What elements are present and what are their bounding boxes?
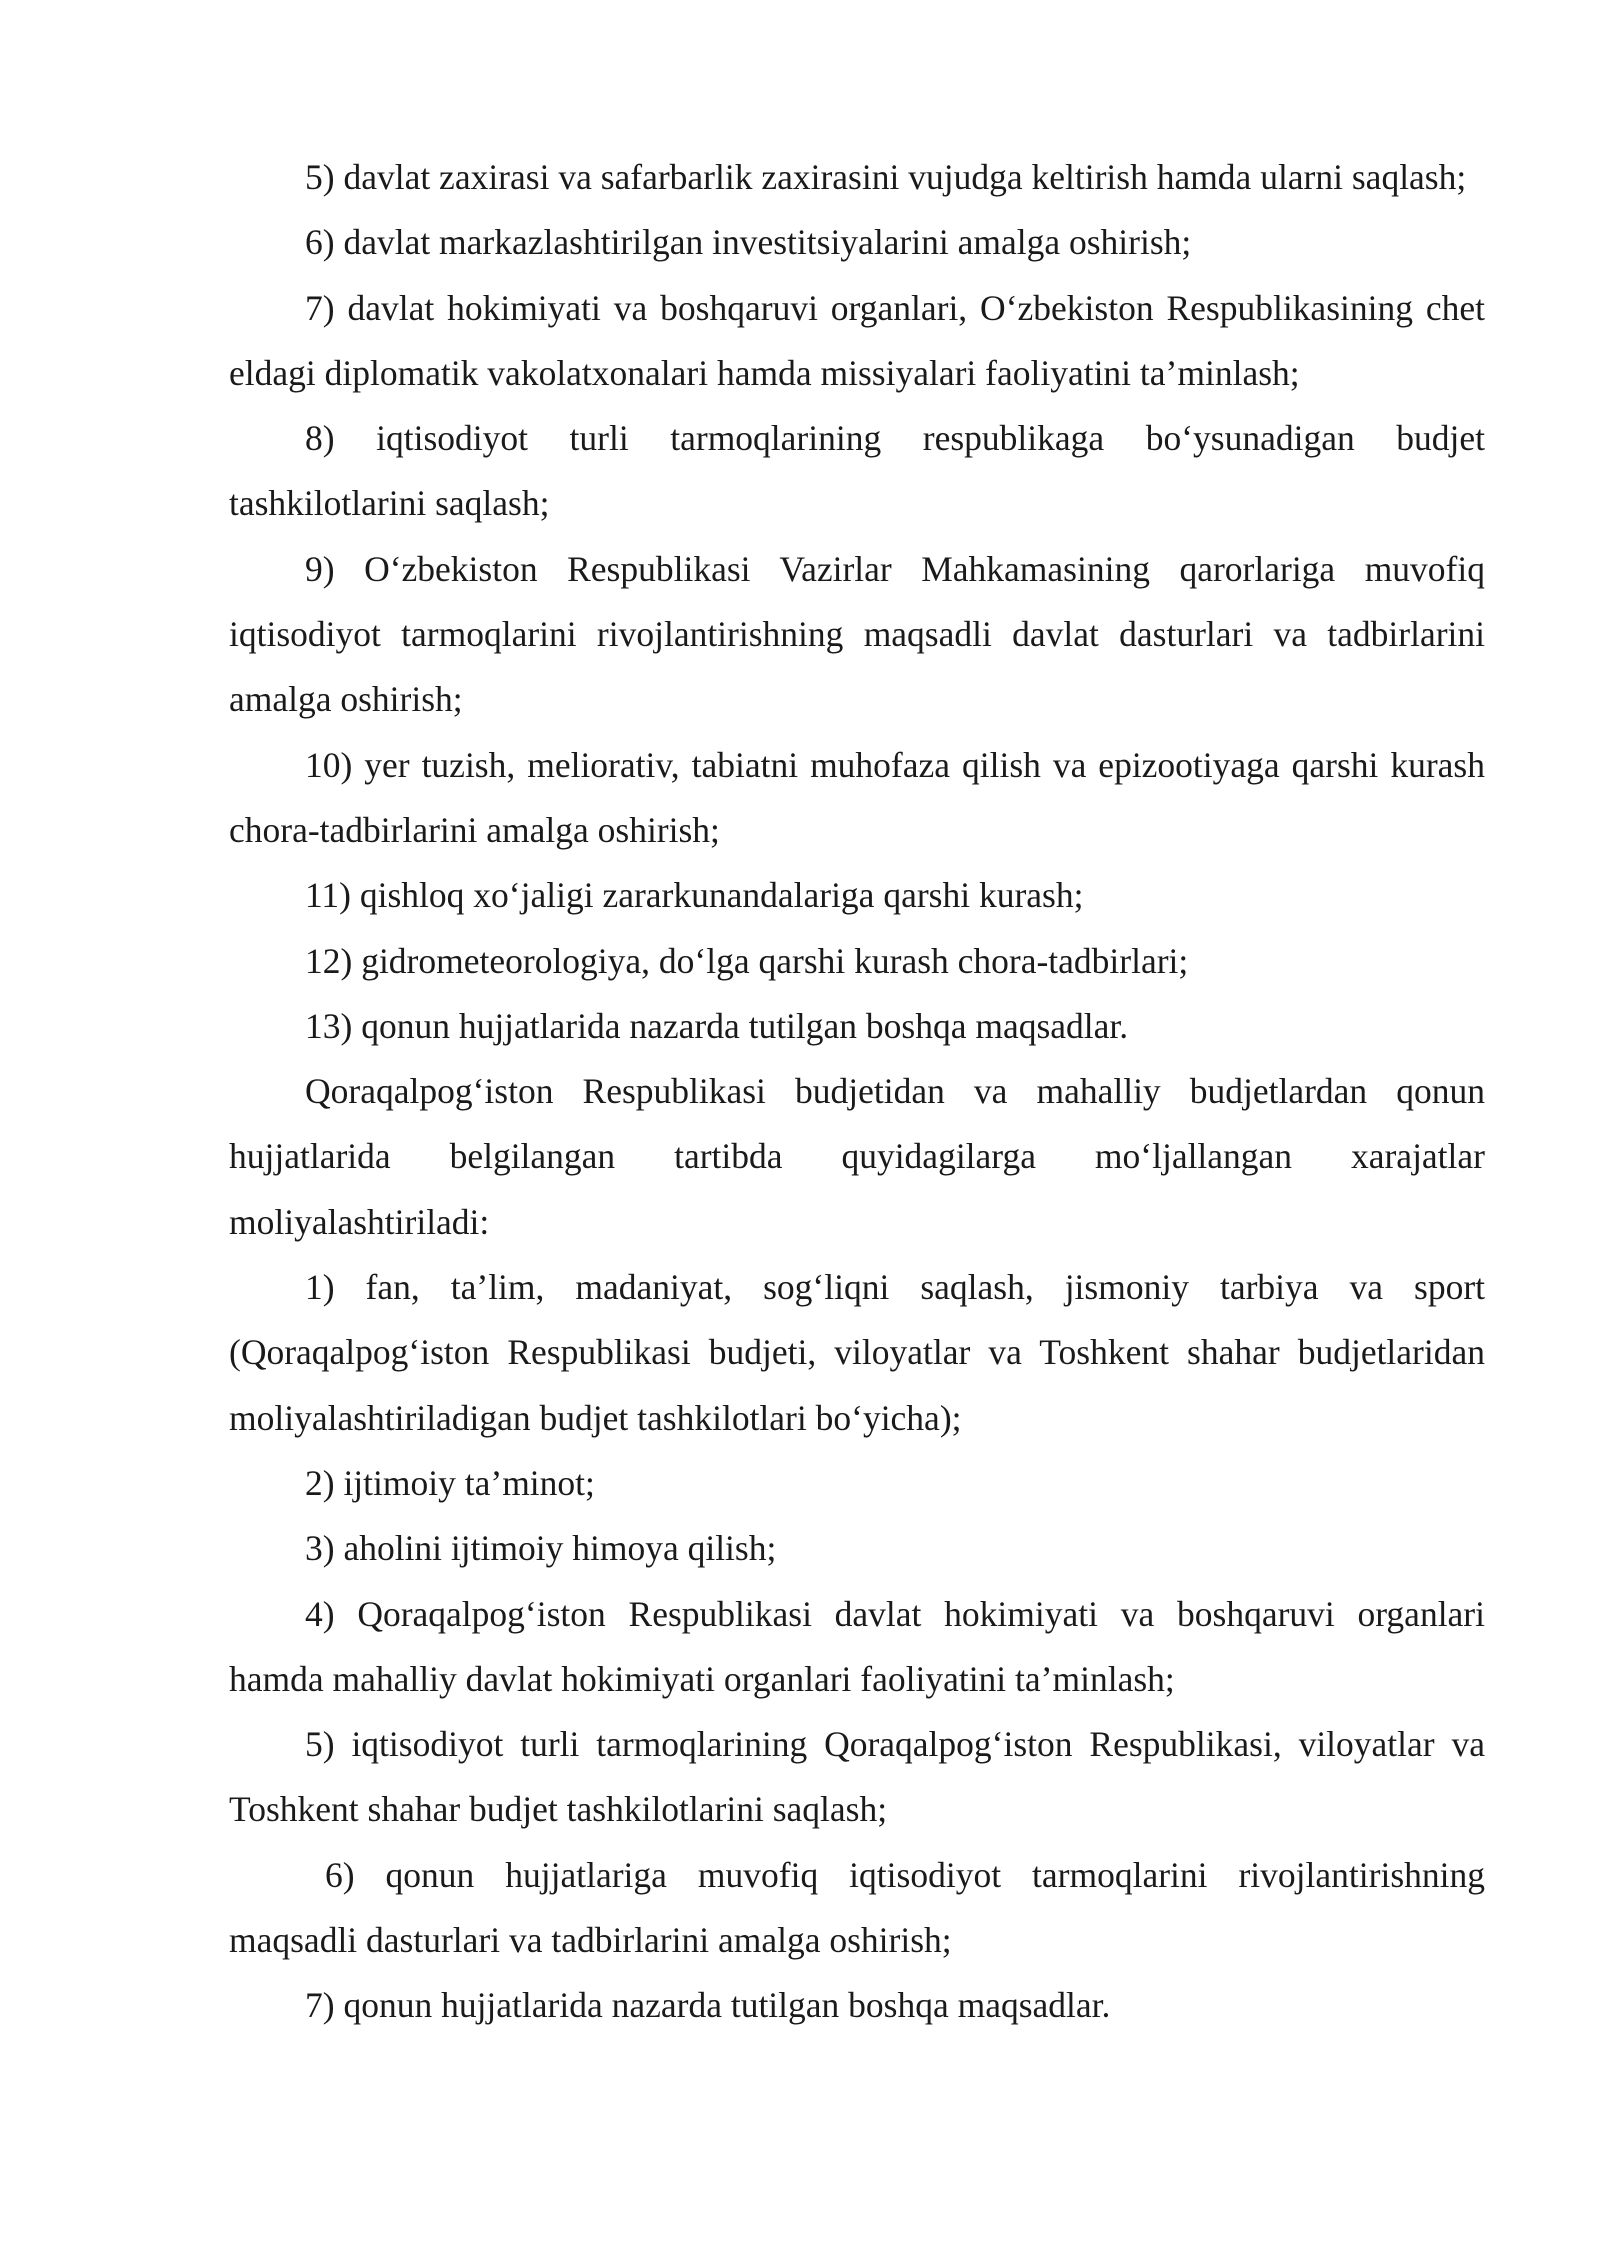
list-item-8-budget-organizations: 8) iqtisodiyot turli tarmoqlarining respublikaga bo‘ysunadigan budjet tashkilotlarini saqlash; — [229, 418, 1485, 524]
list-item-7-state-bodies: 7) davlat hokimiyati va boshqaruvi organlari, O‘zbekiston Respublikasining chet eldagi diplomatik vakolatxonalari hamda missiyalari faoliyatini ta’minlash; — [229, 287, 1485, 393]
list-item-6-development-programs: 6) qonun hujjatlariga muvofiq iqtisodiyot tarmoqlarini rivojlantirishning maqsadli dasturlari va tadbirlarini amalga oshirish; — [229, 1854, 1485, 1961]
list-item-13-other-purposes: 13) qonun hujjatlarida nazarda tutilgan boshqa maqsadlar. — [305, 1005, 1129, 1046]
list-item-10-land-measures: 10) yer tuzish, meliorativ, tabiatni muhofaza qilish va epizootiyaga qarshi kurash chora-tadbirlarini amalga oshirish; — [229, 744, 1485, 850]
list-item-2-social-security: 2) ijtimoiy ta’minot; — [305, 1462, 595, 1503]
list-item-9-state-programs: 9) O‘zbekiston Respublikasi Vazirlar Mahkamasining qarorlariga muvofiq iqtisodiyot tarmoqlarini rivojlantirishning maqsadli davlat dasturlari va tadbirlarini amalga oshirish; — [229, 548, 1485, 720]
list-item-6-investments: 6) davlat markazlashtirilgan investitsiyalarini amalga oshirish; — [305, 222, 1192, 263]
list-item-1-science-education: 1) fan, ta’lim, madaniyat, sog‘liqni saqlash, jismoniy tarbiya va sport (Qoraqalpog‘iston Respublikasi budjeti, viloyatlar va Toshkent shahar budjetlaridan moliyalashtiriladigan budjet tashkilotlari bo‘yicha); — [229, 1267, 1485, 1438]
list-item-12-hydrometeorology: 12) gidrometeorologiya, do‘lga qarshi kurash chora-tadbirlari; — [305, 940, 1189, 981]
list-item-7-other-purposes: 7) qonun hujjatlarida nazarda tutilgan boshqa maqsadlar. — [305, 1985, 1111, 2026]
list-item-4-local-authorities: 4) Qoraqalpog‘iston Respublikasi davlat hokimiyati va boshqaruvi organlari hamda mahalliy davlat hokimiyati organlari faoliyatini ta’minlash; — [229, 1593, 1485, 1699]
list-item-3-social-protection: 3) aholini ijtimoiy himoya qilish; — [305, 1528, 777, 1569]
list-item-5-reserves: 5) davlat zaxirasi va safarbarlik zaxirasini vujudga keltirish hamda ularni saqlash; — [305, 157, 1467, 197]
list-item-11-pest-control: 11) qishloq xo‘jaligi zararkunandalariga qarshi kurash; — [305, 875, 1084, 916]
list-item-5-regional-organizations: 5) iqtisodiyot turli tarmoqlarining Qoraqalpog‘iston Respublikasi, viloyatlar va Toshkent shahar budjet tashkilotlarini saqlash; — [229, 1724, 1485, 1830]
document-body — [229, 145, 1485, 2039]
section-intro-paragraph: Qoraqalpog‘iston Respublikasi budjetidan va mahalliy budjetlardan qonun hujjatlarida belgilangan tartibda quyidagilarga mo‘ljallangan xarajatlar moliyalashtiriladi: — [229, 1071, 1485, 1242]
